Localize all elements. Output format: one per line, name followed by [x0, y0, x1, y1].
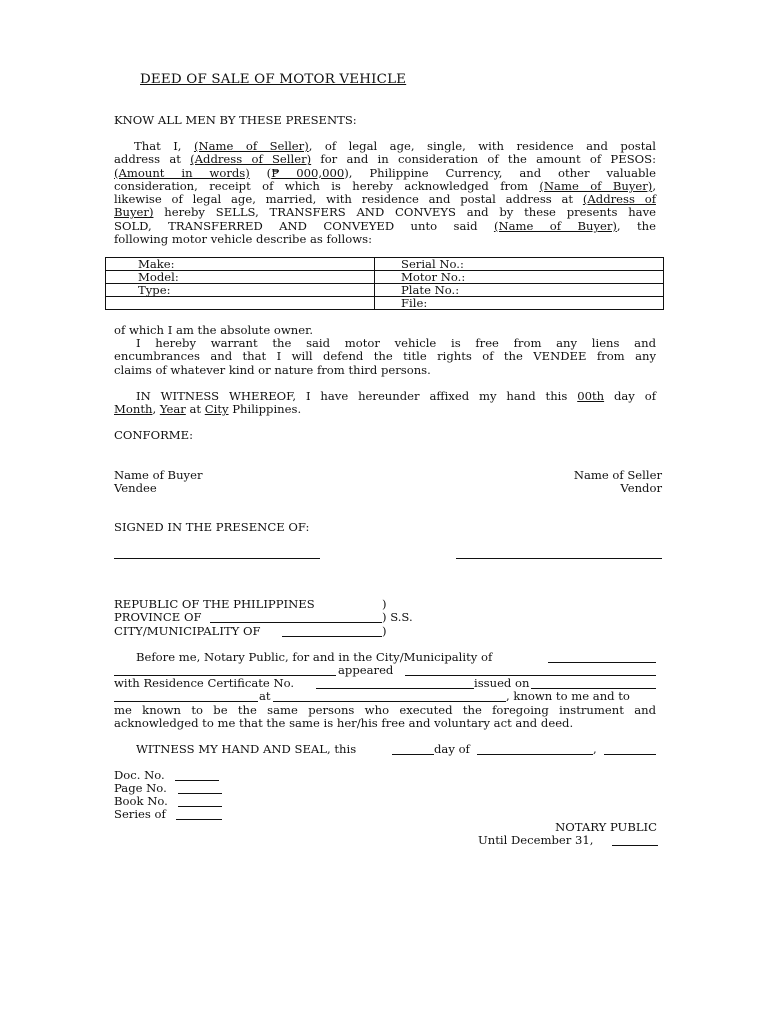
series-blank — [176, 819, 222, 820]
vehicle-table-row — [106, 258, 664, 271]
residence-blank — [316, 688, 474, 689]
notary-city-blank — [548, 662, 656, 663]
seal-comma: , — [593, 742, 597, 756]
month-placeholder: Month — [114, 402, 153, 417]
province-label: PROVINCE OF — [114, 610, 202, 624]
seal-day-of: day of — [434, 742, 470, 756]
seal-day-blank — [392, 754, 434, 755]
until-year-blank — [612, 845, 658, 846]
vehicle-table-row — [106, 297, 664, 310]
vehicle-details-table — [105, 257, 664, 310]
sale-line-6: Buyer) hereby SELLS, TRANSFERS AND CONVEYS and by these presents have — [114, 205, 656, 220]
conforme-label: CONFORME: — [114, 428, 194, 442]
witness-signature-line-2 — [456, 558, 662, 559]
issued-on-label: issued on — [474, 676, 530, 690]
vehicle-field-left: Type: — [106, 284, 375, 297]
sale-line-4: consideration, receipt of which is hereby acknowledged from (Name of Buyer), — [114, 178, 656, 193]
doc-no-label: Doc. No. — [114, 768, 165, 782]
book-no-label: Book No. — [114, 794, 168, 808]
republic-line: REPUBLIC OF THE PHILIPPINES — [114, 597, 315, 611]
vehicle-field-right: Plate No.: — [375, 284, 664, 297]
sale-line-7: SOLD, TRANSFERRED AND CONVEYED unto said (Name of Buyer), the — [114, 218, 656, 233]
vehicle-table-row — [106, 284, 664, 297]
appeared-label: appeared — [338, 663, 394, 677]
vendor-label: Vendor — [620, 481, 662, 495]
vehicle-field-right: Motor No.: — [375, 271, 664, 284]
book-no-blank — [178, 806, 222, 807]
buyer-name-placeholder-2: (Name of Buyer) — [493, 218, 617, 233]
sale-line-5: likewise of legal age, married, with residence and postal address at (Address of — [114, 192, 656, 207]
vehicle-field-right: Serial No.: — [375, 258, 664, 271]
opening-line: KNOW ALL MEN BY THESE PRESENTS: — [114, 113, 357, 127]
doc-no-blank — [175, 780, 219, 781]
buyer-name-label: Name of Buyer — [114, 468, 203, 482]
page-no-blank — [178, 793, 222, 794]
witness-paragraph: IN WITNESS WHEREOF, I have hereunder affixed my hand this 00th day of Month, Year at City Philippines. — [114, 389, 656, 417]
sale-line-1: That I, (Name of Seller), of legal age, single, with residence and postal — [134, 139, 656, 153]
page-no-label: Page No. — [114, 781, 167, 795]
province-blank — [210, 622, 382, 623]
vehicle-field-right: File: — [375, 297, 664, 310]
seller-name-label: Name of Seller — [573, 468, 662, 482]
seal-year-blank — [604, 754, 656, 755]
known-label: , known to me and to — [506, 689, 630, 703]
document-title: DEED OF SALE OF MOTOR VEHICLE — [140, 72, 407, 87]
at-label: at — [259, 689, 271, 703]
city-paren: ) — [382, 624, 387, 638]
residence-label: with Residence Certificate No. — [114, 676, 295, 690]
warranty-paragraph: I hereby warrant the said motor vehicle is free from any liens and encumbrances and that I will defend the title rights of the VENDEE from any claims of whatever kind or nature from third persons. — [114, 336, 656, 377]
notary-line-1: Before me, Notary Public, for and in the City/Municipality of — [136, 650, 493, 664]
city-blank — [282, 636, 382, 637]
vehicle-table-row — [106, 271, 664, 284]
vehicle-field-left — [106, 297, 375, 310]
sale-line-8: following motor vehicle describe as follows: — [114, 232, 372, 247]
ss-label: ) S.S. — [382, 610, 413, 624]
buyer-name-placeholder: (Name of Buyer) — [539, 178, 653, 193]
presence-label: SIGNED IN THE PRESENCE OF: — [114, 520, 310, 534]
amount-words-placeholder: (Amount in words) — [114, 165, 250, 180]
seller-name-placeholder: (Name of Seller) — [193, 139, 309, 153]
sale-line-2: address at (Address of Seller) for and in consideration of the amount of PESOS: — [114, 152, 656, 167]
series-label: Series of — [114, 807, 166, 821]
city-placeholder: City — [204, 402, 229, 417]
at-blank-1 — [114, 701, 258, 702]
vehicle-field-left: Make: — [106, 258, 375, 271]
appeared-blank-2 — [405, 675, 656, 676]
sale-line-3: (Amount in words) (₱ 000,000), Philippine Currency, and other valuable — [114, 165, 656, 180]
notary-closing: me known to be the same persons who executed the foregoing instrument and acknowledged to me that the same is her/his free and voluntary act and deed. — [114, 703, 656, 731]
vehicle-field-left: Model: — [106, 271, 375, 284]
vendee-label: Vendee — [114, 481, 157, 495]
seal-month-blank — [477, 754, 593, 755]
city-label: CITY/MUNICIPALITY OF — [114, 624, 261, 638]
at-blank-2 — [273, 701, 506, 702]
notary-public-label: NOTARY PUBLIC — [555, 820, 657, 834]
buyer-address-placeholder: (Address of — [582, 192, 656, 207]
republic-paren: ) — [382, 597, 387, 611]
day-placeholder: 00th — [577, 389, 605, 403]
owner-line: of which I am the absolute owner. — [114, 323, 314, 337]
seller-address-placeholder: (Address of Seller) — [190, 152, 312, 167]
until-label: Until December 31, — [478, 833, 594, 847]
seal-label: WITNESS MY HAND AND SEAL, this — [136, 742, 357, 756]
amount-figure-placeholder: ₱ 000,000 — [271, 165, 345, 180]
sale-paragraph — [114, 140, 656, 246]
year-placeholder: Year — [159, 402, 186, 417]
witness-signature-line-1 — [114, 558, 320, 559]
